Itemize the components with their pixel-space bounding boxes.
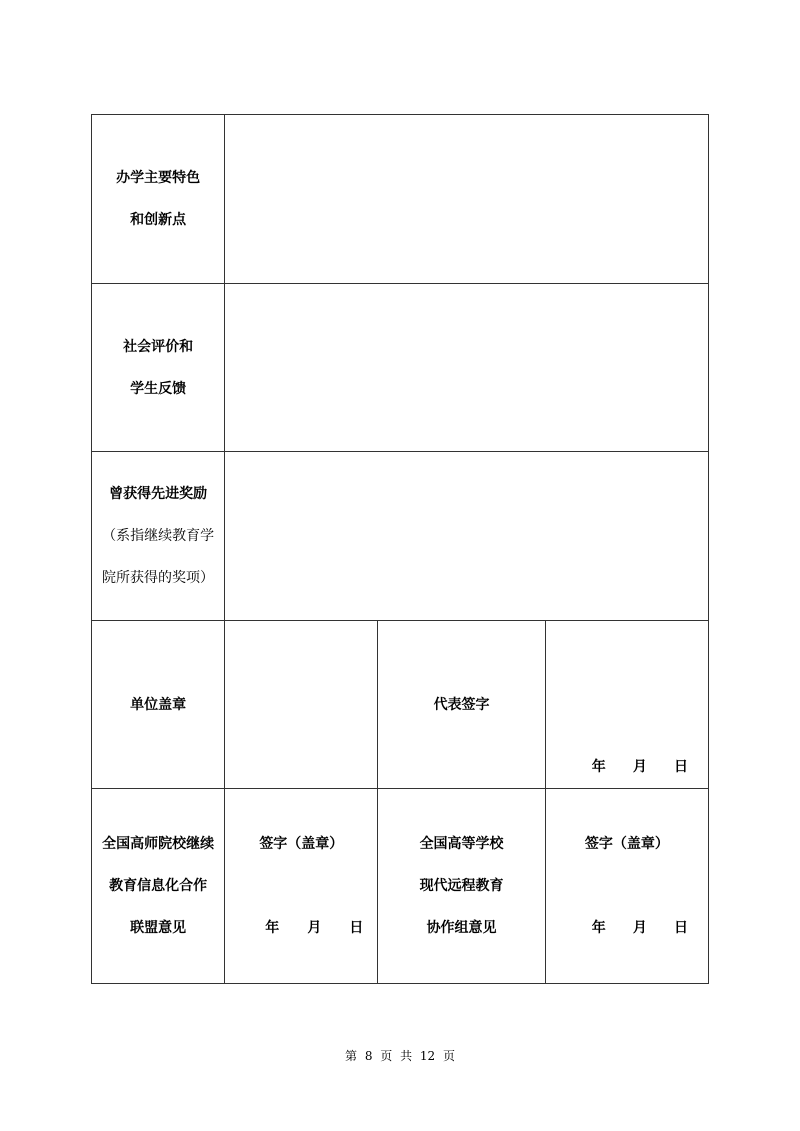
features-row — [92, 115, 709, 284]
cooperation-date — [546, 907, 708, 949]
date-day: 日 — [349, 920, 364, 936]
date-year: 年 — [591, 920, 606, 936]
seal-row — [92, 621, 709, 789]
unit-seal-label: 单位盖章 — [92, 621, 225, 789]
awards-label: 曾获得先进奖励 （系指继续教育学 院所获得的奖项） — [92, 452, 225, 621]
application-form-table — [91, 114, 709, 984]
date-month: 月 — [632, 759, 647, 775]
sign-seal-label: 签字（盖章） — [584, 836, 669, 852]
cooperation-opinion-label: 全国高等学校 现代远程教育 协作组意见 — [378, 789, 545, 984]
alliance-date — [225, 907, 377, 949]
page-footer: 第 8 页 共 12 页 — [345, 1049, 455, 1063]
date-day: 日 — [673, 759, 688, 775]
cooperation-sign-cell[interactable] — [545, 789, 708, 984]
rep-sign-cell[interactable] — [545, 621, 708, 789]
alliance-opinion-label: 全国高师院校继续 教育信息化合作 联盟意见 — [92, 789, 225, 984]
evaluation-content-cell[interactable] — [225, 284, 709, 452]
opinion-row — [92, 789, 709, 984]
unit-seal-cell[interactable] — [225, 621, 378, 789]
date-month: 月 — [307, 920, 322, 936]
evaluation-label: 社会评价和 学生反馈 — [92, 284, 225, 452]
date-month: 月 — [632, 920, 647, 936]
evaluation-row — [92, 284, 709, 452]
date-day: 日 — [673, 920, 688, 936]
seal-date — [546, 746, 708, 788]
sign-seal-label: 签字（盖章） — [259, 836, 344, 852]
awards-content-cell[interactable] — [225, 452, 709, 621]
alliance-sign-cell[interactable] — [225, 789, 378, 984]
date-year: 年 — [591, 759, 606, 775]
date-year: 年 — [265, 920, 280, 936]
features-content-cell[interactable] — [225, 115, 709, 284]
rep-sign-label: 代表签字 — [378, 621, 545, 789]
awards-row — [92, 452, 709, 621]
features-label: 办学主要特色 和创新点 — [92, 115, 225, 284]
